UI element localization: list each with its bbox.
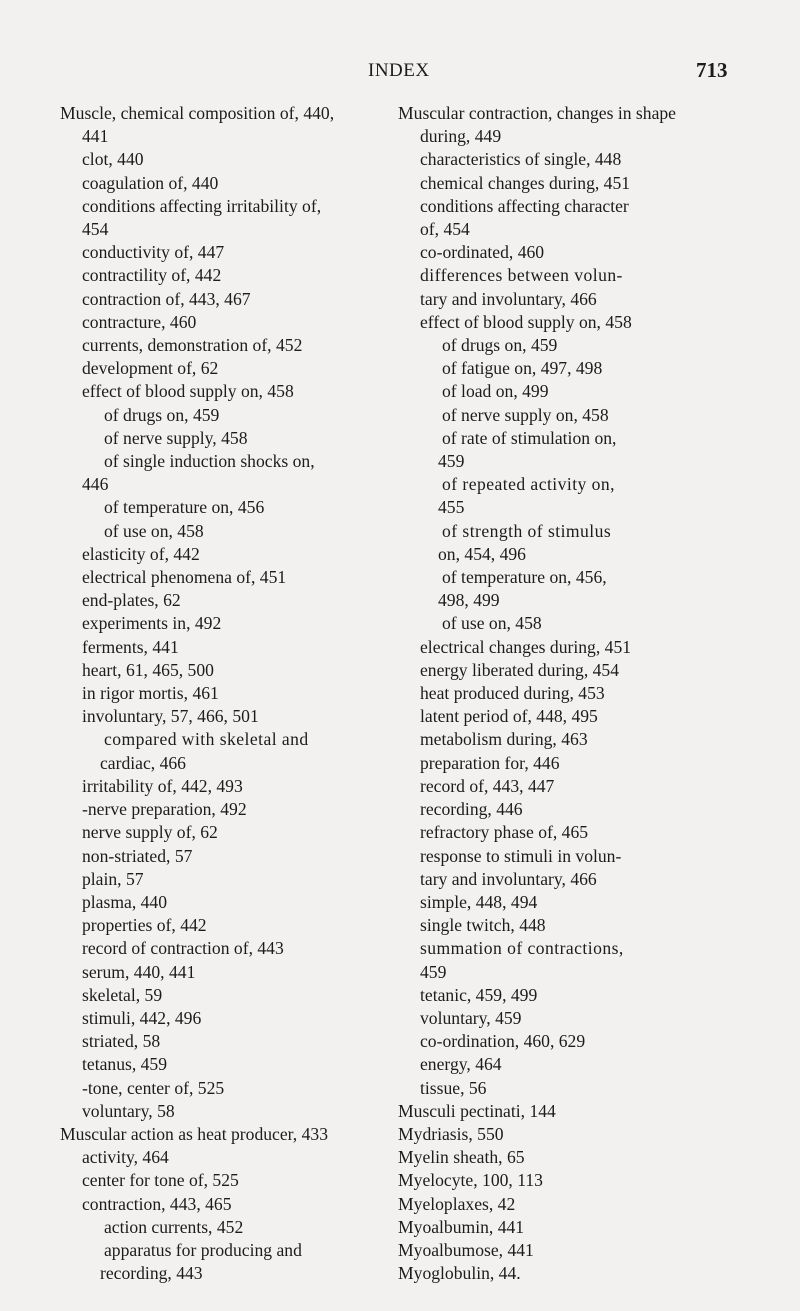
- index-entry: contracture, 460: [82, 311, 197, 332]
- index-entry: in rigor mortis, 461: [82, 683, 219, 704]
- index-entry: 459: [420, 961, 447, 982]
- index-entry: of load on, 499: [442, 381, 549, 402]
- index-entry: properties of, 442: [82, 915, 207, 936]
- index-entry: response to stimuli in volun-: [420, 845, 622, 866]
- index-entry: cardiac, 466: [100, 752, 186, 773]
- index-entry: contractility of, 442: [82, 265, 222, 286]
- index-entry: record of, 443, 447: [420, 775, 555, 796]
- index-entry: 446: [82, 474, 109, 495]
- index-entry: irritability of, 442, 493: [82, 775, 243, 796]
- index-entry: of use on, 458: [104, 520, 204, 541]
- index-column-right: [398, 102, 758, 1285]
- index-entry: recording, 443: [100, 1263, 203, 1284]
- index-entry: Myelin sheath, 65: [398, 1147, 525, 1168]
- index-entry: Muscular contraction, changes in shape: [398, 103, 676, 123]
- index-entry: non-striated, 57: [82, 845, 193, 866]
- index-entry: conductivity of, 447: [82, 242, 225, 263]
- page-number: 713: [696, 58, 728, 82]
- index-entry: conditions affecting irritability of,: [82, 195, 322, 216]
- index-entry: single twitch, 448: [420, 915, 546, 936]
- index-entry: preparation for, 446: [420, 752, 560, 773]
- index-entry: of single induction shocks on,: [104, 451, 315, 472]
- index-entry: record of contraction of, 443: [82, 938, 284, 959]
- index-entry: of drugs on, 459: [442, 335, 558, 356]
- index-column-left: [60, 102, 405, 1285]
- index-entry: tetanus, 459: [82, 1054, 168, 1075]
- index-entry: of nerve supply on, 458: [442, 404, 609, 425]
- index-entry: tetanic, 459, 499: [420, 984, 538, 1005]
- index-entry: electrical phenomena of, 451: [82, 567, 287, 588]
- index-entry: differences between volun-: [420, 265, 623, 286]
- index-entry: of, 454: [420, 219, 470, 240]
- index-entry: effect of blood supply on, 458: [82, 381, 294, 402]
- index-entry: experiments in, 492: [82, 613, 222, 634]
- index-entry: Myoglobulin, 44.: [398, 1263, 521, 1284]
- page-header-title: INDEX: [368, 60, 430, 81]
- index-entry: Myelocyte, 100, 113: [398, 1170, 543, 1191]
- index-entry: stimuli, 442, 496: [82, 1007, 202, 1028]
- index-entry: -tone, center of, 525: [82, 1077, 225, 1098]
- index-entry: 441: [82, 126, 109, 147]
- index-entry: nerve supply of, 62: [82, 822, 218, 843]
- index-entry: of rate of stimulation on,: [442, 427, 617, 448]
- index-entry: of temperature on, 456,: [442, 567, 607, 588]
- index-entry: Myoalbumin, 441: [398, 1216, 525, 1237]
- index-entry: apparatus for producing and: [104, 1239, 302, 1260]
- index-entry: metabolism during, 463: [420, 729, 588, 750]
- index-entry: contraction of, 443, 467: [82, 288, 251, 309]
- index-entry: action currents, 452: [104, 1216, 244, 1237]
- index-entry: Muscle, chemical composition of, 440,: [60, 103, 335, 123]
- index-entry: serum, 440, 441: [82, 961, 196, 982]
- index-entry: of temperature on, 456: [104, 497, 265, 518]
- index-entry: heat produced during, 453: [420, 683, 605, 704]
- index-entry: effect of blood supply on, 458: [420, 311, 632, 332]
- index-entry: Myeloplaxes, 42: [398, 1193, 516, 1214]
- running-head: [0, 60, 800, 84]
- index-entry: during, 449: [420, 126, 502, 147]
- index-entry: Musculi pectinati, 144: [398, 1100, 556, 1121]
- index-entry: characteristics of single, 448: [420, 149, 622, 170]
- index-entry: 455: [438, 497, 465, 518]
- index-entry: clot, 440: [82, 149, 144, 170]
- index-entry: of drugs on, 459: [104, 404, 220, 425]
- index-entry: of use on, 458: [442, 613, 542, 634]
- index-entry: voluntary, 459: [420, 1007, 522, 1028]
- index-entry: contraction, 443, 465: [82, 1193, 232, 1214]
- index-entry: involuntary, 57, 466, 501: [82, 706, 259, 727]
- index-entry: simple, 448, 494: [420, 891, 538, 912]
- index-entry: 459: [438, 451, 465, 472]
- index-entry: voluntary, 58: [82, 1100, 175, 1121]
- index-entry: currents, demonstration of, 452: [82, 335, 303, 356]
- index-entry: coagulation of, 440: [82, 172, 219, 193]
- index-entry: of fatigue on, 497, 498: [442, 358, 603, 379]
- index-entry: activity, 464: [82, 1147, 169, 1168]
- index-entry: tary and involuntary, 466: [420, 868, 597, 889]
- index-entry: on, 454, 496: [438, 543, 526, 564]
- index-entry: refractory phase of, 465: [420, 822, 589, 843]
- index-entry: tary and involuntary, 466: [420, 288, 597, 309]
- index-entry: of strength of stimulus: [442, 520, 612, 541]
- index-entry: summation of contractions,: [420, 938, 624, 959]
- index-entry: of nerve supply, 458: [104, 427, 248, 448]
- index-entry: end-plates, 62: [82, 590, 181, 611]
- index-entry: skeletal, 59: [82, 984, 163, 1005]
- index-entry: Myoalbumose, 441: [398, 1239, 534, 1260]
- index-entry: energy liberated during, 454: [420, 659, 620, 680]
- index-entry: elasticity of, 442: [82, 543, 200, 564]
- index-entry: 454: [82, 219, 109, 240]
- index-entry: striated, 58: [82, 1031, 161, 1052]
- index-entry: chemical changes during, 451: [420, 172, 631, 193]
- index-entry: plasma, 440: [82, 891, 168, 912]
- index-entry: heart, 61, 465, 500: [82, 659, 214, 680]
- index-entry: plain, 57: [82, 868, 144, 889]
- index-entry: electrical changes during, 451: [420, 636, 632, 657]
- index-entry: energy, 464: [420, 1054, 502, 1075]
- index-entry: development of, 62: [82, 358, 219, 379]
- index-entry: Muscular action as heat producer, 433: [60, 1123, 328, 1144]
- index-entry: of repeated activity on,: [442, 474, 615, 495]
- index-entry: latent period of, 448, 495: [420, 706, 598, 727]
- index-entry: -nerve preparation, 492: [82, 799, 247, 820]
- index-entry: ferments, 441: [82, 636, 179, 657]
- index-entry: tissue, 56: [420, 1077, 487, 1098]
- index-entry: co-ordination, 460, 629: [420, 1031, 586, 1052]
- index-entry: co-ordinated, 460: [420, 242, 545, 263]
- index-entry: center for tone of, 525: [82, 1170, 239, 1191]
- index-entry: 498, 499: [438, 590, 500, 611]
- index-entry: compared with skeletal and: [104, 729, 309, 750]
- index-entry: recording, 446: [420, 799, 523, 820]
- index-entry: conditions affecting character: [420, 195, 629, 216]
- index-entry: Mydriasis, 550: [398, 1123, 504, 1144]
